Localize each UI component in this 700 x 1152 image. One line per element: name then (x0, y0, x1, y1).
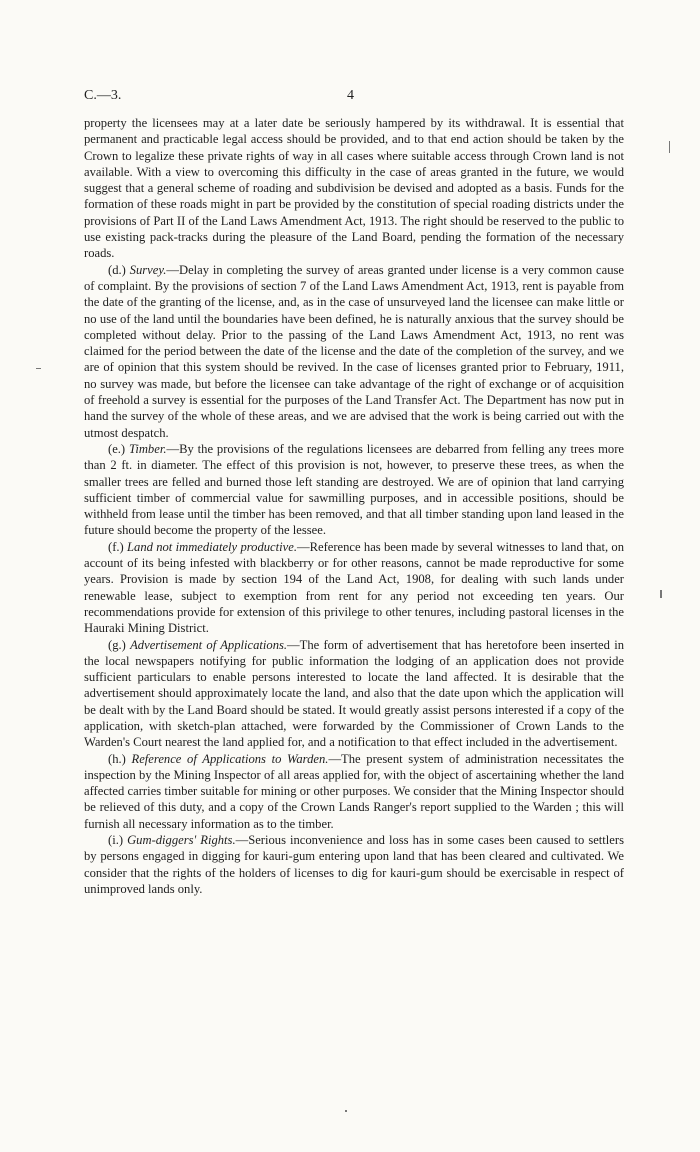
paragraph-continuation (84, 115, 624, 262)
paragraph-title: Gum-diggers' Rights. (127, 833, 236, 848)
margin-speck (660, 590, 662, 598)
page-header (84, 88, 624, 108)
paragraph-letter: (d.) (108, 262, 126, 277)
paragraph-text: property the licensees may at a later date be seriously hampered by its withdrawal. It is essential that permanent and practicable legal access should be provided, and to that end action should be taken by the Crown to legalize these private rights of way in all cases where suitable access through Crown land is not available. With a view to overcoming this difficulty in the case of areas granted in the future, we would suggest that a general scheme of roading and subdivision be devised and adopted as a basis. Funds for the formation of these roads might in part be provided by the constitution of special roading districts under the provisions of Part II of the Land Laws Amendment Act, 1913. The right should be reserved to the public to use existing pack-tracks during the pleasure of the Land Board, pending the formation of the necessary roads. (84, 116, 624, 261)
page-number: 4 (347, 88, 354, 103)
paragraph-letter: (g.) (108, 637, 126, 652)
paragraph-letter: (f.) (108, 539, 124, 554)
paragraph-text: —Serious inconvenience and loss has in some cases been caused to settlers by persons engaged in digging for kauri-gum entering upon land that has been cleared and cultivated. We consider that the rights of the holders of licenses to dig for kauri-gum should be exercisable in respect of unimproved lands only. (84, 833, 624, 896)
paragraph-text: —By the provisions of the regulations licensees are debarred from felling any trees more than 2 ft. in diameter. The effect of this provision is not, however, to preserve these trees, as when the smaller trees are felled and burned those left standing are destroyed. We are of opinion that land carrying sufficient timber of commercial value for sawmilling purposes, and in accessible positions, should be withheld from lease until the timber has been removed, and that all timber standing upon land leased in the future should become the property of the lessee. (84, 441, 624, 538)
paragraph-letter: (h.) (108, 751, 126, 766)
paragraph-text: —The form of advertisement that has heretofore been inserted in the local newspapers notifying for public information the lodging of an application does not provide sufficient particulars to enable persons interested to locate the land affected. It is desirable that the advertisement should approximately locate the land, and also that the date upon which the application will be dealt with by the Land Board should be stated. It would greatly assist persons interested if a copy of the application, with sketch-plan attached, were forwarded by the Commissioner of Crown Lands to the Warden's Court nearest the land applied for, and a notification to that effect included in the advertisement. (84, 637, 624, 750)
paragraph-text: —The present system of administration necessitates the inspection by the Mining Inspector of all areas applied for, with the object of ascertaining whether the land affected carries timber suitable for mining or other purposes. We consider that the Mining Inspector should be relieved of this duty, and a copy of the Crown Lands Ranger's report supplied to the Warden ; this will furnish all necessary information as to the timber. (84, 751, 625, 831)
paragraph-title: Survey. (129, 262, 167, 277)
paragraph-title: Reference of Applications to Warden. (131, 751, 329, 766)
body-text (84, 115, 624, 897)
margin-speck (345, 1110, 347, 1112)
paragraph-title: Advertisement of Applications. (130, 637, 288, 652)
document-reference: C.—3. (84, 88, 122, 103)
paragraph-gum-diggers (84, 832, 624, 897)
paragraph-land-not-productive (84, 539, 624, 637)
paragraph-timber (84, 441, 624, 539)
margin-speck (36, 368, 41, 369)
margin-speck (669, 141, 670, 153)
paragraph-letter: (e.) (108, 441, 126, 456)
paragraph-text: —Delay in completing the survey of areas granted under license is a very common cause of complaint. By the provisions of section 7 of the Land Laws Amendment Act, 1913, rent is payable from the date of the granting of the license, and, as in the case of unsurveyed land the licensee can make little or no use of the land until the boundaries have been defined, he is naturally anxious that the survey should be completed without delay. Prior to the passing of the Land Laws Amendment Act, 1913, no rent was claimed for the period between the date of the license and the date of the completion of the survey, and we are of opinion that this system should be revived. In the case of licenses granted prior to February, 1911, no survey was made, but before the licensee can take advantage of the right of exchange or of acquisition of freehold a survey is essential for the purposes of the Land Transfer Act. The Department has now put in hand the survey of the whole of these areas, and we are advised that the work is being carried out with the utmost despatch. (84, 262, 624, 440)
paragraph-title: Land not immediately productive. (127, 539, 297, 554)
paragraph-survey (84, 262, 624, 441)
paragraph-title: Timber. (129, 441, 167, 456)
paragraph-letter: (i.) (108, 833, 124, 848)
paragraph-text: —Reference has been made by several witnesses to land that, on account of its being infested with blackberry or for other reasons, cannot be made reproductive for some years. Provision is made by section 194 of the Land Act, 1908, for dealing with such lands under renewable lease, subject to exemption from rent for any period not exceeding ten years. Our recommendations provide for extension of this privilege to other tenures, including pastoral licenses in the Hauraki Mining District. (84, 539, 624, 636)
paragraph-reference-to-warden (84, 751, 624, 832)
paragraph-advertisement (84, 637, 624, 751)
